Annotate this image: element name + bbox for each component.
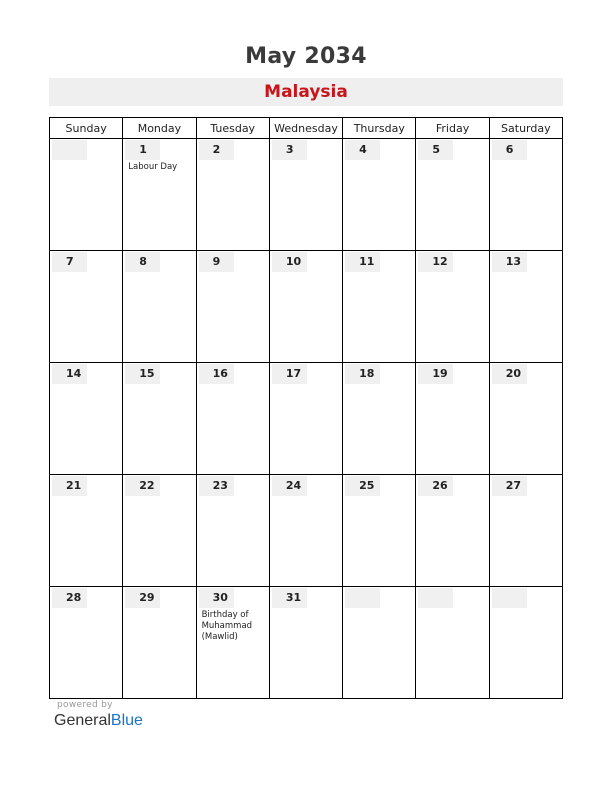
day-number: 3: [272, 140, 307, 160]
day-cell: [489, 475, 562, 587]
calendar-grid: [49, 117, 563, 699]
day-cell: [489, 251, 562, 363]
weekday-thursday: Thursday: [343, 118, 416, 139]
day-number: 25: [345, 476, 380, 496]
day-cell: [416, 363, 489, 475]
weekday-header-row: [50, 118, 563, 139]
day-number: [345, 588, 380, 608]
week-row: [50, 587, 563, 699]
page-title: May 2034: [245, 44, 367, 69]
country-banner: Malaysia: [49, 78, 563, 106]
day-number: 1: [125, 140, 160, 160]
day-number: 9: [199, 252, 234, 272]
day-cell: [50, 475, 123, 587]
day-cell: [123, 251, 196, 363]
day-cell: [196, 251, 269, 363]
day-number: 19: [418, 364, 453, 384]
week-row: [50, 251, 563, 363]
day-number: 8: [125, 252, 160, 272]
week-row: [50, 363, 563, 475]
weekday-monday: Monday: [123, 118, 196, 139]
day-cell: [196, 475, 269, 587]
day-cell: [269, 139, 342, 251]
holiday-label: Labour Day: [128, 162, 178, 172]
day-cell: [343, 475, 416, 587]
day-number: 27: [492, 476, 527, 496]
day-cell: [123, 363, 196, 475]
day-cell: [269, 363, 342, 475]
day-number: 24: [272, 476, 307, 496]
day-number: 15: [125, 364, 160, 384]
day-number: 2: [199, 140, 234, 160]
day-number: 4: [345, 140, 380, 160]
day-cell: [343, 587, 416, 699]
weekday-saturday: Saturday: [489, 118, 562, 139]
week-row: [50, 139, 563, 251]
day-number: 12: [418, 252, 453, 272]
day-cell: [416, 475, 489, 587]
generalblue-logo[interactable]: [54, 712, 143, 730]
day-number: 29: [125, 588, 160, 608]
day-cell: [50, 587, 123, 699]
day-number: [492, 588, 527, 608]
day-cell: [196, 139, 269, 251]
weekday-wednesday: Wednesday: [269, 118, 342, 139]
day-cell: [416, 139, 489, 251]
day-cell: [343, 139, 416, 251]
day-number: 10: [272, 252, 307, 272]
day-cell: [489, 587, 562, 699]
day-cell: [269, 587, 342, 699]
brand-blue: Blue: [110, 712, 143, 729]
day-number: 7: [52, 252, 87, 272]
day-cell: [489, 139, 562, 251]
powered-by-text: powered by: [57, 700, 113, 710]
day-cell: [123, 475, 196, 587]
day-number: 20: [492, 364, 527, 384]
day-cell: [269, 251, 342, 363]
day-number: 26: [418, 476, 453, 496]
day-cell: [416, 587, 489, 699]
day-number: 16: [199, 364, 234, 384]
day-cell: [50, 363, 123, 475]
day-cell: [50, 139, 123, 251]
day-number: 14: [52, 364, 87, 384]
day-number: 11: [345, 252, 380, 272]
day-number: 31: [272, 588, 307, 608]
day-number: 5: [418, 140, 453, 160]
week-row: [50, 475, 563, 587]
day-cell: [343, 363, 416, 475]
day-cell: [416, 251, 489, 363]
day-cell: [123, 139, 196, 251]
day-number: 21: [52, 476, 87, 496]
weekday-sunday: Sunday: [50, 118, 123, 139]
weekday-tuesday: Tuesday: [196, 118, 269, 139]
day-number: 6: [492, 140, 527, 160]
day-cell: [123, 587, 196, 699]
holiday-label: Birthday of Muhammad (Mawlid): [201, 610, 253, 642]
day-number: 23: [199, 476, 234, 496]
day-cell: [196, 363, 269, 475]
day-number: 17: [272, 364, 307, 384]
day-number: 22: [125, 476, 160, 496]
day-cell: [50, 251, 123, 363]
brand-general: General: [54, 712, 111, 729]
day-number: 18: [345, 364, 380, 384]
weekday-friday: Friday: [416, 118, 489, 139]
day-cell: [489, 363, 562, 475]
day-number: [52, 140, 87, 160]
day-number: [418, 588, 453, 608]
day-number: 28: [52, 588, 87, 608]
day-cell: [343, 251, 416, 363]
day-number: 13: [492, 252, 527, 272]
day-cell: [269, 475, 342, 587]
day-number: 30: [199, 588, 234, 608]
day-cell: [196, 587, 269, 699]
